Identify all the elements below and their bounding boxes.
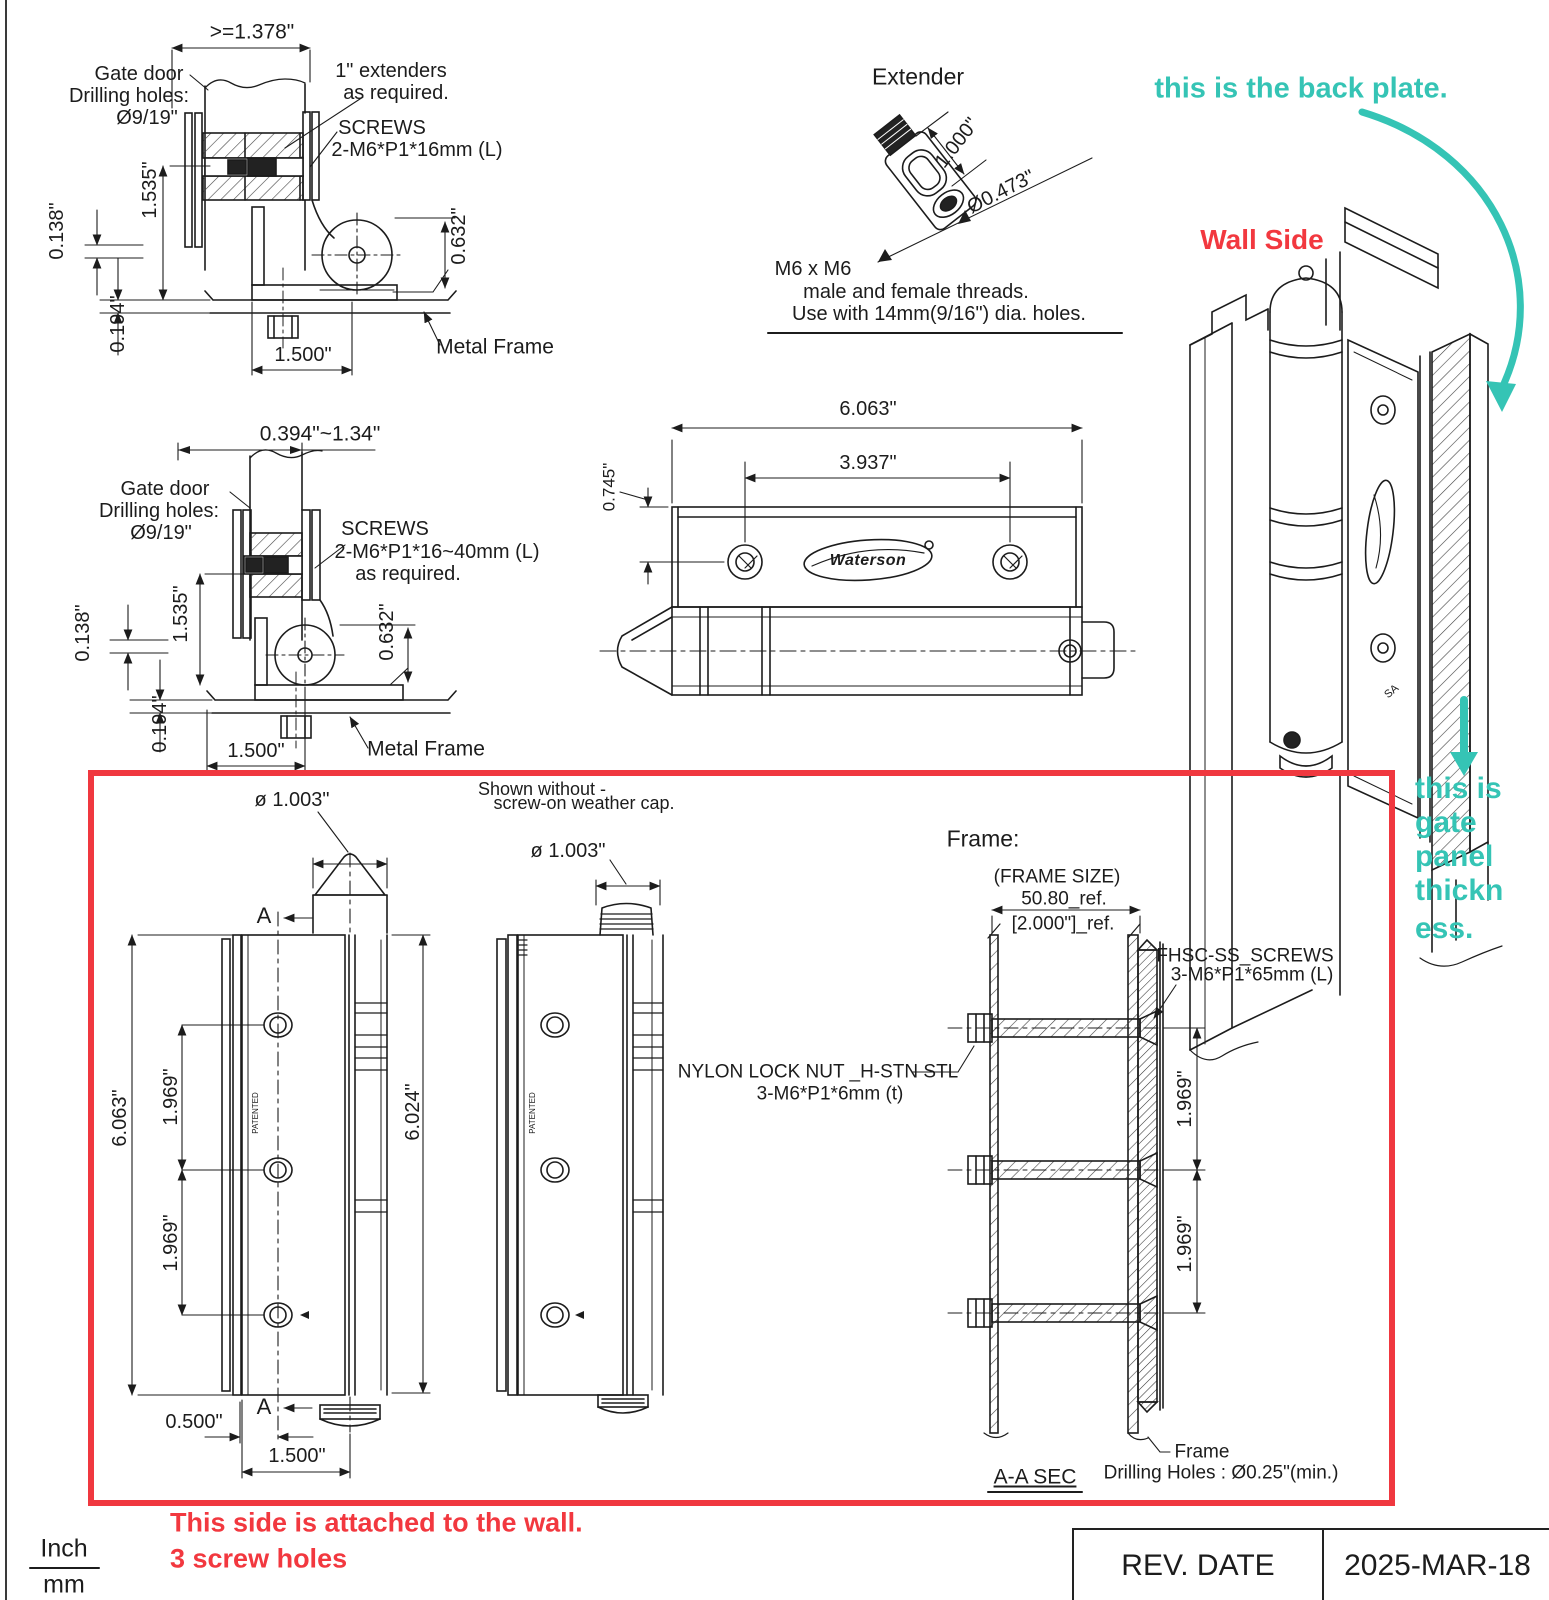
extenders-note-line1: 1" extenders — [335, 60, 447, 82]
dim-1969-c: 1.969" — [1174, 1070, 1196, 1128]
m6-note-line1: M6 x M6 — [774, 258, 852, 280]
dim-0473: Ø0.473" — [963, 165, 1039, 219]
frame-size-mm: 50.80_ref. — [1021, 888, 1107, 910]
dim-0138: 0.138" — [46, 202, 68, 260]
dim-d1003: ø 1.003" — [254, 789, 330, 811]
dim-1969-a: 1.969" — [160, 1068, 182, 1126]
dim-6063: 6.063" — [839, 398, 897, 420]
screws-note2-line2: 2-M6*P1*16~40mm (L) — [334, 541, 540, 563]
gate-door-note-line1: Gate door — [94, 63, 184, 85]
dim-6024: 6.024" — [402, 1083, 424, 1141]
dim-0194-b: 0.194" — [149, 695, 171, 753]
note-panel-thickness-l2: gate — [1415, 806, 1477, 839]
dim-0745: 0.745" — [599, 462, 619, 512]
dim-3937: 3.937" — [839, 452, 897, 474]
metal-frame-label: Metal Frame — [436, 335, 554, 359]
dim-1000: 1.000" — [930, 113, 984, 173]
wall-attach-note-line1: This side is attached to the wall. — [170, 1507, 583, 1538]
sa-mark: SA — [1382, 682, 1402, 701]
section-a-bottom: A — [256, 1394, 272, 1419]
dim-6063-f: 6.063" — [109, 1089, 131, 1147]
waterson-logo-text: Waterson — [829, 552, 907, 569]
metal-frame-label-b: Metal Frame — [367, 737, 485, 761]
dim-range: 0.394"~1.34" — [259, 422, 381, 446]
fhsc-screws-line2: 3-M6*P1*65mm (L) — [1170, 964, 1334, 986]
screws-note2-line1: SCREWS — [341, 518, 429, 540]
note-panel-thickness-l3: panel — [1415, 840, 1494, 873]
dim-0500: 0.500" — [165, 1411, 223, 1433]
gate-door-note2-line2: Drilling holes: — [98, 500, 220, 522]
frame-size-inch: [2.000"]_ref. — [1011, 913, 1115, 935]
patented-mark-left: PATENTED — [251, 1092, 260, 1134]
note-panel-thickness-l4: thickn — [1415, 874, 1504, 907]
dim-0632-b: 0.632" — [376, 603, 398, 661]
section-a-top: A — [256, 903, 272, 928]
note-back-plate: this is the back plate. — [1154, 72, 1448, 105]
dim-d1003-b: ø 1.003" — [530, 840, 606, 862]
frame-holes-line2: Drilling Holes : Ø0.25"(min.) — [1103, 1462, 1339, 1484]
screws-note2-line3: as required. — [355, 563, 461, 585]
rev-date-value: 2025-MAR-18 — [1344, 1549, 1531, 1582]
note-no-cap-line1: Shown without - — [477, 779, 607, 799]
wall-attach-note-line2: 3 screw holes — [170, 1543, 348, 1574]
frame-title: Frame: — [946, 825, 1020, 852]
note-panel-thickness-l5: ess. — [1415, 912, 1474, 945]
extender-title: Extender — [871, 63, 965, 90]
dim-1535: 1.535" — [139, 161, 161, 219]
gate-door-note2-line3: Ø9/19" — [130, 522, 192, 544]
dim-1535-b: 1.535" — [170, 585, 192, 643]
rev-date-label: REV. DATE — [1074, 1530, 1324, 1600]
note-panel-thickness-l1: this is — [1415, 772, 1502, 805]
gate-door-note2-line1: Gate door — [120, 478, 210, 500]
gate-door-note-line2: Drilling holes: — [68, 85, 190, 107]
wall-side-label: Wall Side — [1200, 224, 1324, 255]
nylon-nut-line1: NYLON LOCK NUT _H-STN STL — [677, 1061, 959, 1083]
dim-0194: 0.194" — [107, 295, 129, 353]
aa-sec-label: A-A SEC — [993, 1465, 1077, 1489]
screws-note-line2: 2-M6*P1*16mm (L) — [331, 139, 503, 161]
note-no-cap-line2: screw-on weather cap. — [493, 793, 675, 813]
dim-1500-b: 1.500" — [227, 740, 285, 762]
gate-door-note-line3: Ø9/19" — [116, 107, 178, 129]
unit-mm: mm — [43, 1570, 85, 1599]
dim-1500: 1.500" — [274, 344, 332, 366]
dim-1969-b: 1.969" — [160, 1214, 182, 1272]
dim-0138-b: 0.138" — [72, 604, 94, 662]
dim-1969-d: 1.969" — [1174, 1215, 1196, 1273]
nylon-nut-line2: 3-M6*P1*6mm (t) — [756, 1083, 904, 1105]
dim-1500-f: 1.500" — [268, 1445, 326, 1467]
frame-holes-line1: Frame — [1174, 1441, 1230, 1463]
extenders-note-line2: as required. — [343, 82, 449, 104]
screws-note-line1: SCREWS — [338, 117, 426, 139]
dim-0632: 0.632" — [448, 207, 470, 265]
fhsc-screws-line1: FHSC-SS_SCREWS — [1156, 945, 1334, 967]
m6-note-line3: Use with 14mm(9/16") dia. holes. — [792, 303, 1086, 325]
dim-min-width: >=1.378" — [209, 20, 295, 44]
unit-inch: Inch — [40, 1534, 88, 1563]
frame-size-note: (FRAME SIZE) — [993, 866, 1121, 888]
patented-mark-mid: PATENTED — [528, 1092, 537, 1134]
m6-note-line2: male and female threads. — [803, 281, 1029, 303]
